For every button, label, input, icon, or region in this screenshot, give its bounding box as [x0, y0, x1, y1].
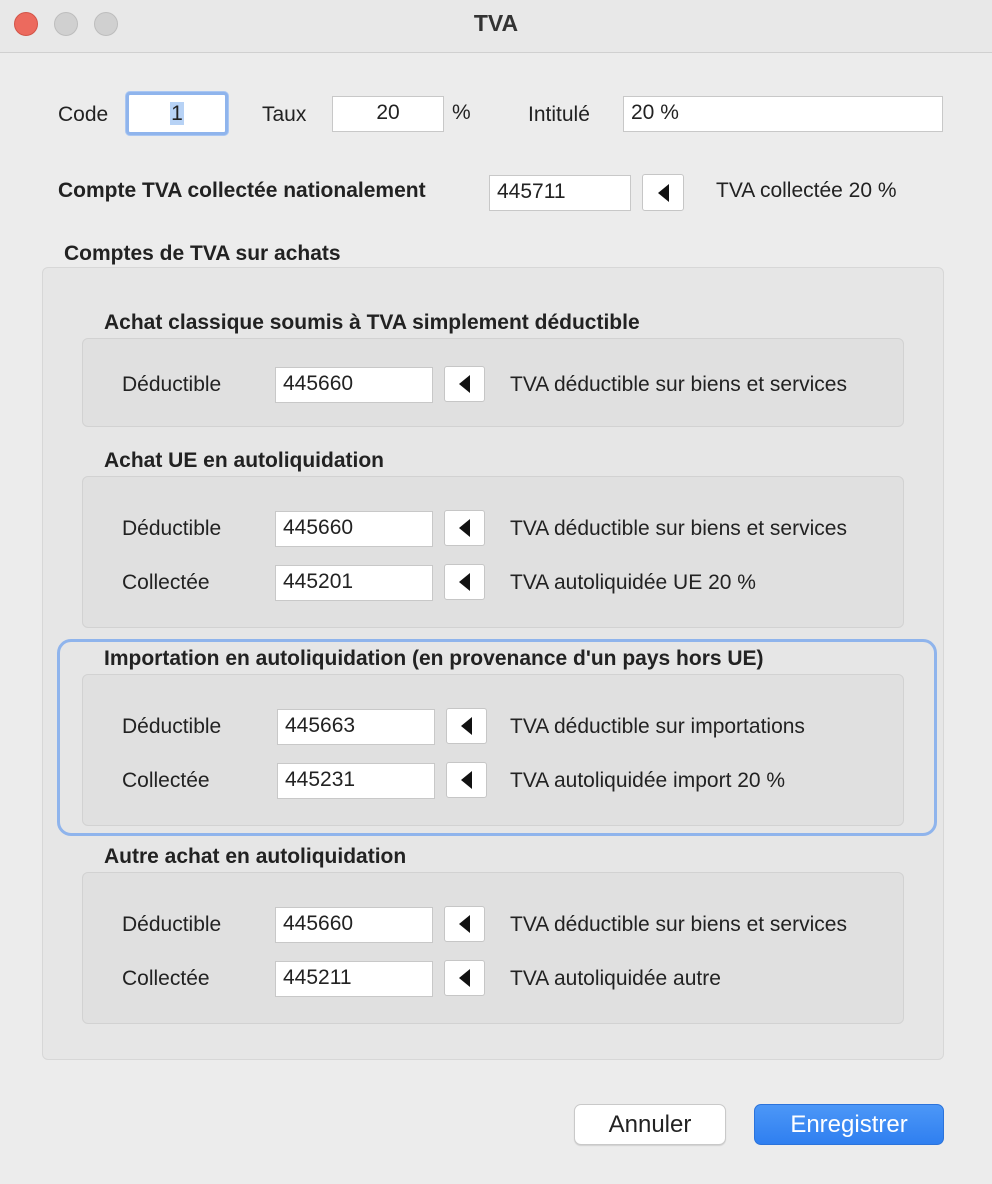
account-description: TVA autoliquidée autre	[510, 967, 721, 990]
account-description: TVA déductible sur biens et services	[510, 913, 847, 936]
section-title-achat-ue: Achat UE en autoliquidation	[104, 449, 385, 472]
left-triangle-icon	[461, 717, 472, 735]
taux-label: Taux	[262, 103, 307, 126]
account-field-autre-deductible[interactable]: 445660	[275, 907, 433, 943]
compte-collectee-lookup-button[interactable]	[642, 174, 684, 211]
row-label-collectee: Collectée	[122, 967, 210, 990]
left-triangle-icon	[459, 915, 470, 933]
intitule-field[interactable]: 20 %	[623, 96, 943, 132]
section-title-autre-achat: Autre achat en autoliquidation	[104, 845, 407, 868]
save-button[interactable]: Enregistrer	[754, 1104, 944, 1145]
row-label-deductible: Déductible	[122, 913, 222, 936]
lookup-button-autre-collectee[interactable]	[444, 960, 485, 996]
code-value: 1	[171, 102, 183, 125]
cancel-button[interactable]: Annuler	[574, 1104, 726, 1145]
left-triangle-icon	[461, 771, 472, 789]
left-triangle-icon	[459, 969, 470, 987]
account-description: TVA déductible sur biens et services	[510, 517, 847, 540]
code-label: Code	[58, 103, 109, 126]
left-triangle-icon	[459, 519, 470, 537]
row-label-deductible: Déductible	[122, 373, 222, 396]
row-label-collectee: Collectée	[122, 571, 210, 594]
left-triangle-icon	[658, 184, 669, 202]
account-description: TVA déductible sur biens et services	[510, 373, 847, 396]
row-label-collectee: Collectée	[122, 769, 210, 792]
account-field-achat-ue-collectee[interactable]: 445201	[275, 565, 433, 601]
code-field[interactable]	[126, 92, 228, 135]
row-label-deductible: Déductible	[122, 715, 222, 738]
lookup-button-importation-deductible[interactable]	[446, 708, 487, 744]
row-label-deductible: Déductible	[122, 517, 222, 540]
account-description: TVA autoliquidée UE 20 %	[510, 571, 756, 594]
achats-group-title: Comptes de TVA sur achats	[64, 242, 341, 265]
left-triangle-icon	[459, 573, 470, 591]
account-field-achat-ue-deductible[interactable]: 445660	[275, 511, 433, 547]
left-triangle-icon	[459, 375, 470, 393]
section-title-achat-classique: Achat classique soumis à TVA simplement déductible	[104, 311, 640, 334]
section-title-importation: Importation en autoliquidation (en provenance d'un pays hors UE)	[104, 647, 764, 670]
account-field-autre-collectee[interactable]: 445211	[275, 961, 433, 997]
account-description: TVA autoliquidée import 20 %	[510, 769, 786, 792]
lookup-button-importation-collectee[interactable]	[446, 762, 487, 798]
taux-field[interactable]: 20	[332, 96, 444, 132]
lookup-button-autre-deductible[interactable]	[444, 906, 485, 942]
lookup-button-achat-ue-collectee[interactable]	[444, 564, 485, 600]
account-field-importation-deductible[interactable]: 445663	[277, 709, 435, 745]
section-box-achat-ue	[82, 476, 904, 628]
compte-collectee-description: TVA collectée 20 %	[716, 179, 897, 202]
window-title: TVA	[473, 10, 519, 36]
account-field-importation-collectee[interactable]: 445231	[277, 763, 435, 799]
lookup-button-achat-classique-deductible[interactable]	[444, 366, 485, 402]
intitule-label: Intitulé	[528, 103, 590, 126]
percent-label: %	[452, 101, 471, 124]
compte-collectee-label: Compte TVA collectée nationalement	[58, 179, 426, 202]
account-description: TVA déductible sur importations	[510, 715, 805, 738]
section-box-autre-achat	[82, 872, 904, 1024]
account-field-achat-classique-deductible[interactable]: 445660	[275, 367, 433, 403]
title-bar	[0, 0, 992, 53]
compte-collectee-field[interactable]: 445711	[489, 175, 631, 211]
lookup-button-achat-ue-deductible[interactable]	[444, 510, 485, 546]
